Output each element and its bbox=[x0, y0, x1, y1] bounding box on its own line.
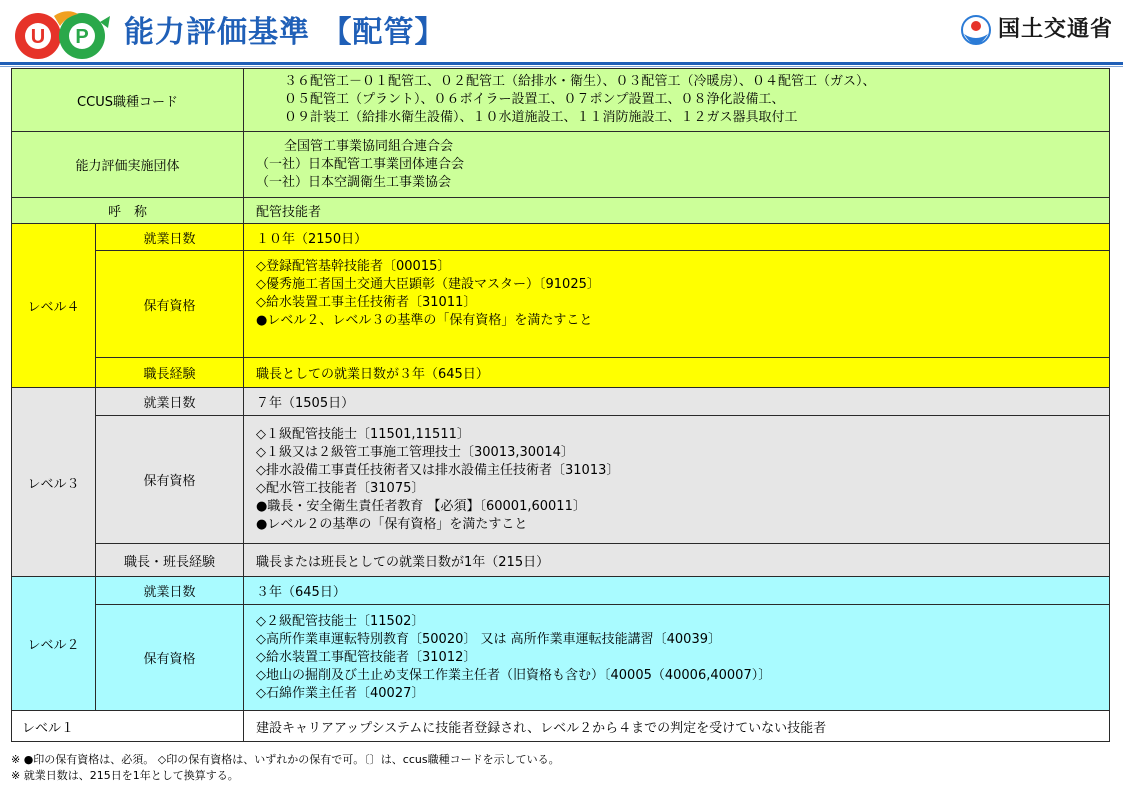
footnotes bbox=[11, 752, 560, 784]
org-line: 全国管工事業協同組合連合会 bbox=[284, 138, 454, 154]
name-value: 配管技能者 bbox=[244, 198, 1110, 224]
ccus-row bbox=[12, 69, 1110, 132]
level4-exp-label: 職長経験 bbox=[96, 358, 244, 388]
level3-days-label: 就業日数 bbox=[96, 388, 244, 416]
name-label: 呼 称 bbox=[12, 198, 244, 224]
qualification-item: ●レベル２の基準の「保有資格」を満たすこと bbox=[256, 516, 528, 532]
level3-exp-label: 職長・班長経験 bbox=[96, 544, 244, 577]
level2-quals-label: 保有資格 bbox=[96, 605, 244, 711]
level3-quals-row bbox=[12, 416, 1110, 544]
footnote: ※ ●印の保有資格は、必須。 ◇印の保有資格は、いずれかの保有で可。〔〕は、ccus職種コードを示している。 bbox=[11, 753, 560, 766]
level4-exp-value: 職長としての就業日数が３年（645日） bbox=[244, 358, 1110, 388]
svg-text:P: P bbox=[75, 26, 89, 48]
svg-text:U: U bbox=[30, 26, 46, 48]
level2-quals-list bbox=[244, 605, 1110, 711]
level4-quals-row bbox=[12, 251, 1110, 358]
qualification-item: ◇石綿作業主任者〔40027〕 bbox=[256, 685, 425, 701]
page-title: 能力評価基準 【配管】 bbox=[124, 15, 446, 50]
level3-exp-row bbox=[12, 544, 1110, 577]
level3-quals-list bbox=[244, 416, 1110, 544]
level3-exp-value: 職長または班長としての就業日数が1年（215日） bbox=[244, 544, 1110, 577]
level4-exp-row bbox=[12, 358, 1110, 388]
level2-label: レベル２ bbox=[12, 577, 96, 711]
ministry-logo bbox=[960, 12, 1113, 48]
level2-days-label: 就業日数 bbox=[96, 577, 244, 605]
qualification-item: ◇給水装置工事配管技能者〔31012〕 bbox=[256, 649, 477, 665]
qualification-item: ◇２級配管技能士〔11502〕 bbox=[256, 613, 425, 629]
qualification-item: ●レベル２、レベル３の基準の「保有資格」を満たすこと bbox=[256, 313, 593, 328]
qualification-item: ◇高所作業車運転特別教育〔50020〕 又は 高所作業車運転技能講習〔40039〕 bbox=[256, 631, 721, 647]
level1-row bbox=[12, 711, 1110, 742]
qualification-item: ◇１級又は２級管工事施工管理技士〔30013,30014〕 bbox=[256, 444, 574, 460]
level3-quals-label: 保有資格 bbox=[96, 416, 244, 544]
qualification-item: ◇１級配管技能士〔11501,11511〕 bbox=[256, 426, 470, 442]
level4-days-row bbox=[12, 224, 1110, 251]
qualification-item: ◇登録配管基幹技能者〔00015〕 bbox=[256, 259, 451, 274]
up-logo-icon bbox=[14, 8, 114, 62]
ccus-code-line: ３６配管工－０１配管工、０２配管工（給排水・衛生）、０３配管工（冷暖房）、０４配管工（ガス）、 bbox=[284, 74, 876, 89]
evaluation-table bbox=[11, 68, 1110, 742]
ccus-code-line: ０５配管工（プラント）、０６ボイラー設置工、０７ポンプ設置工、０８浄化設備工、 bbox=[284, 92, 785, 107]
level4-label: レベル４ bbox=[12, 224, 96, 388]
ministry-mark-icon bbox=[960, 14, 992, 46]
qualification-item: ◇地山の掘削及び土止め支保工作業主任者（旧資格も含む）〔40005（40006,40007）〕 bbox=[256, 667, 772, 683]
qualification-item: ●職長・安全衛生責任者教育 【必須】〔60001,60011〕 bbox=[256, 498, 586, 514]
ccus-label: CCUS職種コード bbox=[12, 69, 244, 132]
level4-days-value: １０年（2150日） bbox=[244, 224, 1110, 251]
level1-value: 建設キャリアアップシステムに技能者登録され、レベル２から４までの判定を受けていない技能者 bbox=[244, 711, 1110, 742]
org-label: 能力評価実施団体 bbox=[12, 132, 244, 198]
org-line: （一社）日本配管工事業団体連合会 bbox=[256, 156, 465, 172]
org-line: （一社）日本空調衛生工事業協会 bbox=[256, 174, 452, 190]
ccus-codes bbox=[244, 69, 1110, 132]
level3-days-value: ７年（1505日） bbox=[244, 388, 1110, 416]
level4-quals-label: 保有資格 bbox=[96, 251, 244, 358]
level2-days-row bbox=[12, 577, 1110, 605]
name-row bbox=[12, 198, 1110, 224]
page-header bbox=[0, 0, 1123, 68]
footnote: ※ 就業日数は、215日を1年として換算する。 bbox=[11, 769, 239, 782]
qualification-item: ◇排水設備工事責任技術者又は排水設備主任技術者〔31013〕 bbox=[256, 462, 620, 478]
level4-quals-list bbox=[244, 251, 1110, 358]
qualification-item: ◇給水装置工事主任技術者〔31011〕 bbox=[256, 295, 477, 310]
header-divider bbox=[0, 62, 1123, 65]
level2-quals-row bbox=[12, 605, 1110, 711]
level2-days-value: ３年（645日） bbox=[244, 577, 1110, 605]
level3-label: レベル３ bbox=[12, 388, 96, 577]
level3-days-row bbox=[12, 388, 1110, 416]
ccus-code-line: ０９計装工（給排水衛生設備）、１０水道施設工、１１消防施設工、１２ガス器具取付工 bbox=[284, 110, 798, 125]
level1-label: レベル１ bbox=[12, 711, 244, 742]
level4-days-label: 就業日数 bbox=[96, 224, 244, 251]
org-list bbox=[244, 132, 1110, 198]
qualification-item: ◇配水管工技能者〔31075〕 bbox=[256, 480, 425, 496]
header-divider-thin bbox=[0, 66, 1123, 67]
ministry-name: 国土交通省 bbox=[997, 17, 1113, 42]
org-row bbox=[12, 132, 1110, 198]
qualification-item: ◇優秀施工者国土交通大臣顕彰（建設マスター）〔91025〕 bbox=[256, 277, 600, 292]
